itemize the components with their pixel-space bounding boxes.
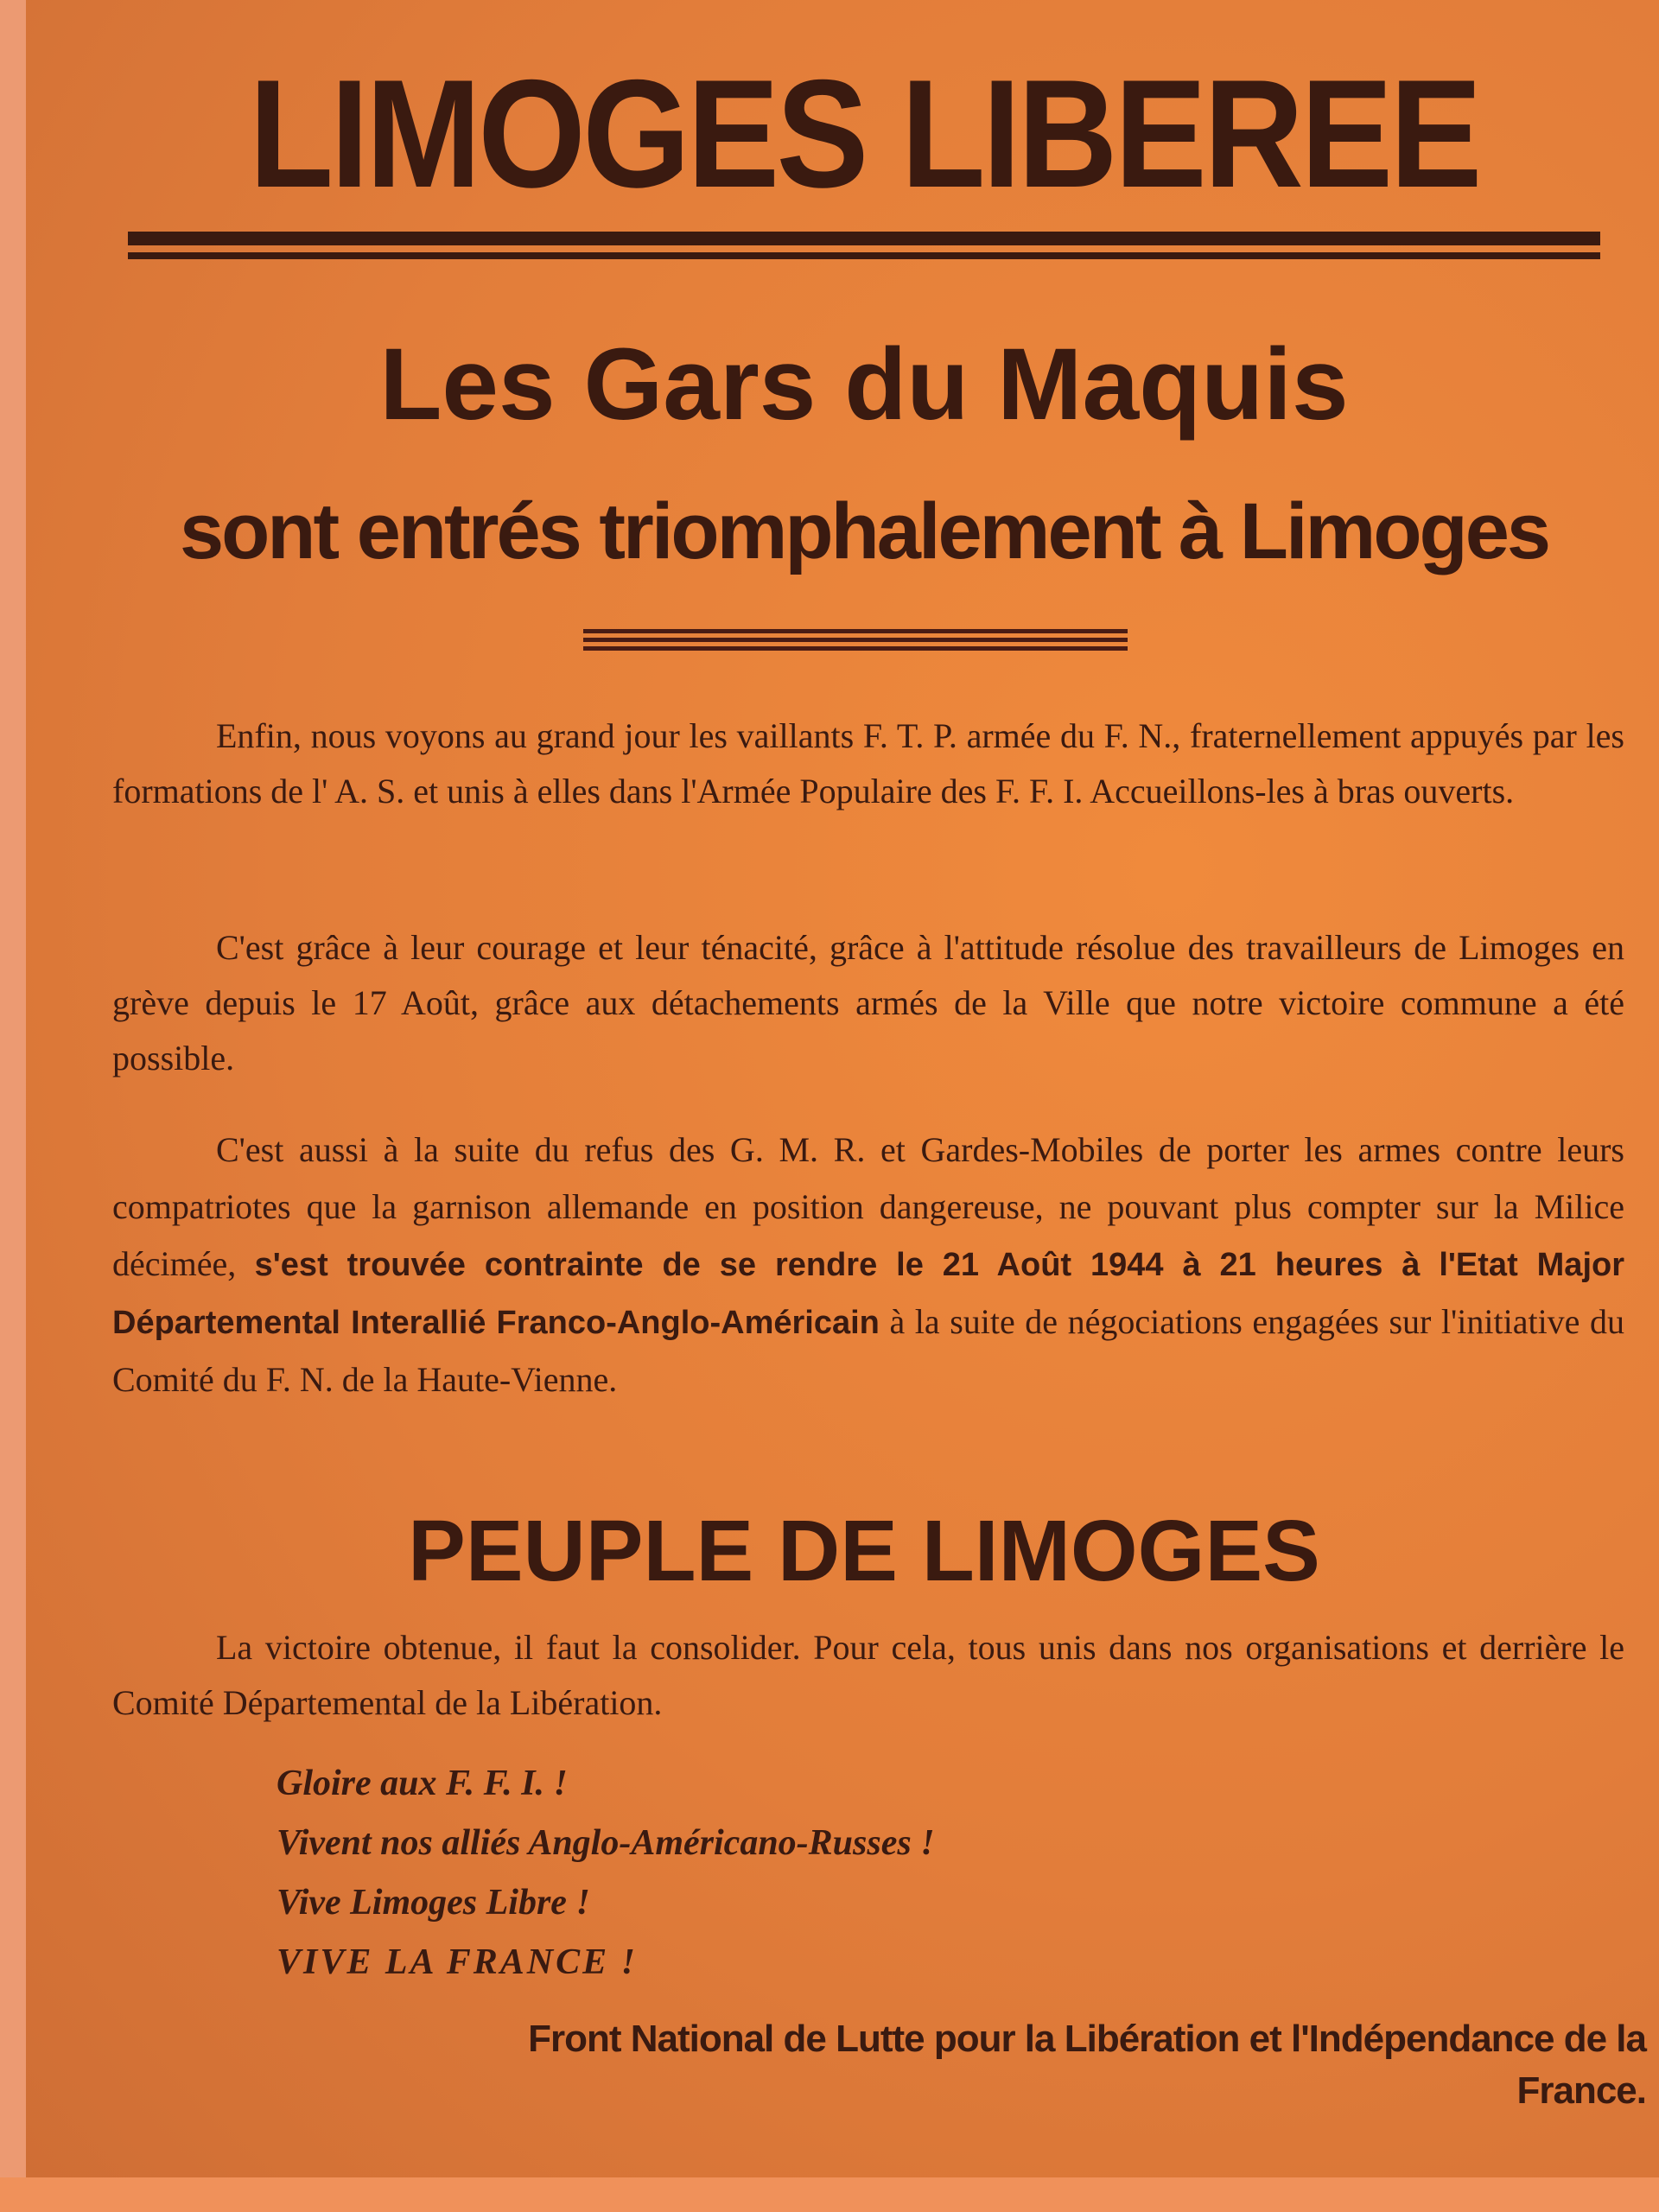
poster	[26, 0, 1659, 2177]
paragraph-1: Enfin, nous voyons au grand jour les vaillants F. T. P. armée du F. N., fraternellement appuyés par les formations de l' A. S. et unis à elles dans l'Armée Populaire des F. F. I. Accueillons-les à bras ouverts.	[112, 716, 1624, 810]
triple-rule-divider	[583, 629, 1128, 655]
title-rule-thin	[128, 252, 1600, 259]
title-rule-thick	[128, 232, 1600, 245]
wall-background-bottom	[0, 2177, 1659, 2212]
cry-item: Vivent nos alliés Anglo-Américano-Russes !	[276, 1823, 935, 1863]
cry-item: Vive Limoges Libre !	[276, 1883, 590, 1923]
paragraph-3-start: C'est aussi à la suite du refus des G. M. R. et Gardes-Mobiles de porter les armes contre leurs compatriotes que la garnison allemande en position dangereuse, ne pouvant plus compter sur la Milice décimée,	[112, 1130, 1624, 1283]
paragraph-4: La victoire obtenue, il faut la consolider. Pour cela, tous unis dans nos organisations et derrière le Comité Départemental de la Libération.	[112, 1628, 1624, 1722]
signature: Front National de Lutte pour la Libération et l'Indépendance de la France.	[528, 2018, 1646, 2112]
rallying-cries	[276, 1754, 935, 1993]
subtitle-secondary: sont entrés triomphalement à Limoges	[179, 487, 1549, 575]
cry-item: Gloire aux F. F. I. !	[276, 1764, 568, 1803]
paragraph-3-emphasis: s'est trouvée contrainte de se rendre le 21 Août 1944 à 21 heures à l'Etat Major Départemental Interallié Franco-Anglo-Américain	[112, 1247, 1624, 1341]
paragraph-2: C'est grâce à leur courage et leur ténacité, grâce à l'attitude résolue des travailleurs de Limoges en grève depuis le 17 Août, grâce aux détachements armés de la Ville que notre victoire commune a été possible.	[112, 928, 1624, 1077]
poster-title: LIMOGES LIBEREE	[249, 48, 1479, 219]
cry-item-final: VIVE LA FRANCE !	[276, 1942, 638, 1982]
paragraph-3-end: à la suite de négociations engagées sur l'initiative du Comité du F. N. de la Haute-Vienne.	[112, 1302, 1624, 1399]
paragraph-3	[112, 1122, 1624, 1408]
heading-peuple-de-limoges: PEUPLE DE LIMOGES	[408, 1503, 1320, 1599]
subtitle-primary: Les Gars du Maquis	[379, 327, 1349, 442]
